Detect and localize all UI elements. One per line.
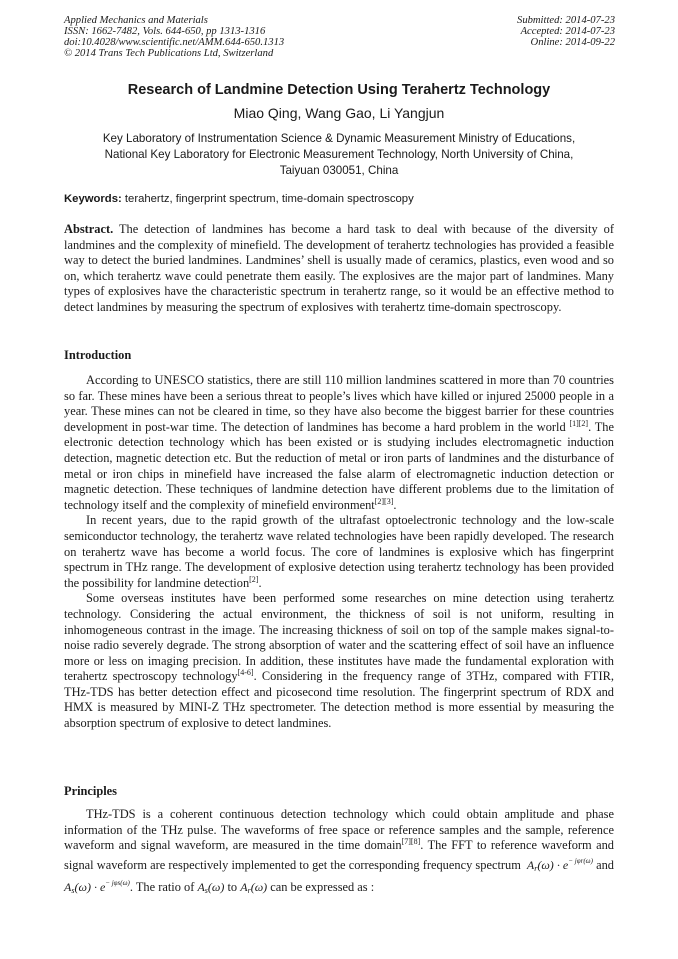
submitted-date: Submitted: 2014-07-23 — [517, 15, 615, 26]
affiliation-line: Key Laboratory of Instrumentation Science & Dynamic Measurement Ministry of Educations, — [102, 132, 576, 145]
affiliation-line: National Key Laboratory for Electronic Measurement Technology, North University of China, — [104, 148, 574, 161]
keywords-text: terahertz, fingerprint spectrum, time-domain spectroscopy — [121, 193, 414, 205]
paragraph — [64, 807, 614, 899]
text-run: THz-TDS is a coherent continuous detection technology which could obtain amplitude and phase information of the THz pulse. The waveforms of free space or reference samples and the sample, reference waveform and signal waveform, are measured in the time domain — [64, 807, 614, 853]
principles-heading: Principles — [64, 784, 117, 798]
journal-issn: ISSN: 1662-7482, Vols. 644-650, pp 1313-1316 — [64, 26, 266, 37]
citation: [4-6] — [237, 668, 254, 678]
reference-spectrum-formula: $A_r(\omega) \cdot e^{- j\varphi r(\omega)}$ — [526, 856, 593, 873]
affiliation — [70, 131, 608, 179]
text-run: . — [393, 497, 397, 512]
paper-title: Research of Landmine Detection Using Terahertz Technology — [127, 82, 551, 98]
citation: [7][8] — [401, 837, 421, 847]
journal-doi: doi:10.4028/www.scientific.net/AMM.644-650.1313 — [64, 37, 285, 48]
abstract — [64, 222, 614, 316]
journal-copyright: © 2014 Trans Tech Publications Ltd, Switzerland — [64, 48, 274, 59]
affiliation-line: Taiyuan 030051, China — [279, 164, 399, 177]
text-run: . Considering in the frequency range of 3THz, compared with FTIR, THz-TDS has better detection effect and picosecond time resolution. The fingerprint spectrum of RDX and HMX is measured by MINI-Z THz spectrometer. The detection method is more essential by measuring the absorption spectrum of explosive to detect landmines. — [64, 669, 614, 731]
introduction-section — [64, 373, 614, 732]
paragraph — [64, 591, 614, 731]
signal-amplitude-formula: $A_s(\omega)$ — [197, 880, 225, 896]
citation: [2][3] — [374, 496, 394, 506]
text-run: . The ratio of — [129, 880, 198, 895]
journal-info — [64, 15, 284, 59]
principles-section — [64, 807, 614, 899]
keywords-label: Keywords: — [64, 193, 122, 205]
keywords — [64, 193, 414, 205]
abstract-text: The detection of landmines has become a hard task to deal with because of the diversity of landmines and the complexity of minefield. The development of terahertz technologies has provided a feasible way to detect the buried landmines. Landmines’ shell is usually made of ceramics, plastics, even wood and so on, which terahertz wave could penetrate them easily. The explosives are the major part of landmines. Many types of explosives have the characteristic spectrum in terahertz range, so it would be an effective method to detect landmines by measuring the spectrum of explosives with terahertz time-domain spectroscopy. — [64, 222, 614, 314]
text-run: to — [224, 880, 241, 895]
citation: [1][2] — [569, 418, 589, 428]
paragraph — [64, 513, 614, 591]
text-run: . — [258, 575, 262, 590]
accepted-date: Accepted: 2014-07-23 — [520, 26, 615, 37]
text-run: In recent years, due to the rapid growth of the ultrafast optoelectronic technology and the low-scale semiconductor technology, the terahertz wave related technologies have been rapidly developed. The research on terahertz wave has become a world focus. The core of landmines is explosive which has fingerprint spectrum in THz range. The development of explosive detection using terahertz technology has been provided the possibility for landmine detection — [64, 513, 614, 590]
text-run: can be expressed as : — [267, 880, 375, 895]
text-run: Some overseas institutes have been performed some researches on mine detection using terahertz technology. Considering the actual environment, the thickness of soil is not uniform, resulting in inhomogeneous contrast in the image. The increasing thickness of soil on top of the sample makes signal-to-noise radio severely degrade. The strong absorption of water and the scattering effect of soil have an influence more or less on imaging precision. In addition, these institutes have made the fundamental exploration with terahertz spectroscopy technology — [64, 591, 614, 684]
text-run: . The electronic detection technology which has been existed or is studying includes electromagnetic induction detection, magnetic detection etc. But the reduction of metal or iron parts of landmines and the disturbance of metal or iron chips in minefield have increased the false alarm of electromagnetic induction detection or magnetic detection. These techniques of landmine detection have different problems due to the limitation of technology itself and the complexity of minefield environment — [64, 419, 614, 512]
reference-amplitude-formula: $A_r(\omega)$ — [240, 880, 268, 896]
signal-spectrum-formula: $A_s(\omega) \cdot e^{- j\varphi s(\omega)}$ — [64, 879, 130, 896]
text-run: . The FFT to reference waveform and signal waveform are respectively implemented to get the corresponding frequency spectrum — [64, 838, 614, 872]
paper-authors: Miao Qing, Wang Gao, Li Yangjun — [233, 105, 445, 121]
online-date: Online: 2014-09-22 — [530, 37, 615, 48]
introduction-heading: Introduction — [64, 348, 132, 362]
paragraph — [64, 373, 614, 513]
submission-dates — [517, 15, 615, 48]
abstract-label: Abstract. — [64, 222, 114, 236]
journal-name: Applied Mechanics and Materials — [64, 15, 208, 26]
text-run: and — [592, 857, 614, 872]
text-run: According to UNESCO statistics, there are still 110 million landmines scattered in more than 70 countries so far. These mines have been a serious threat to people’s lives which have killed or injured 25000 people in a year. These mines can not be cleared in time, so they have also become the biggest barrier for these countries development in post-war time. The detection of landmines has become a hard problem in the world — [64, 373, 614, 434]
citation: [2] — [249, 574, 259, 584]
